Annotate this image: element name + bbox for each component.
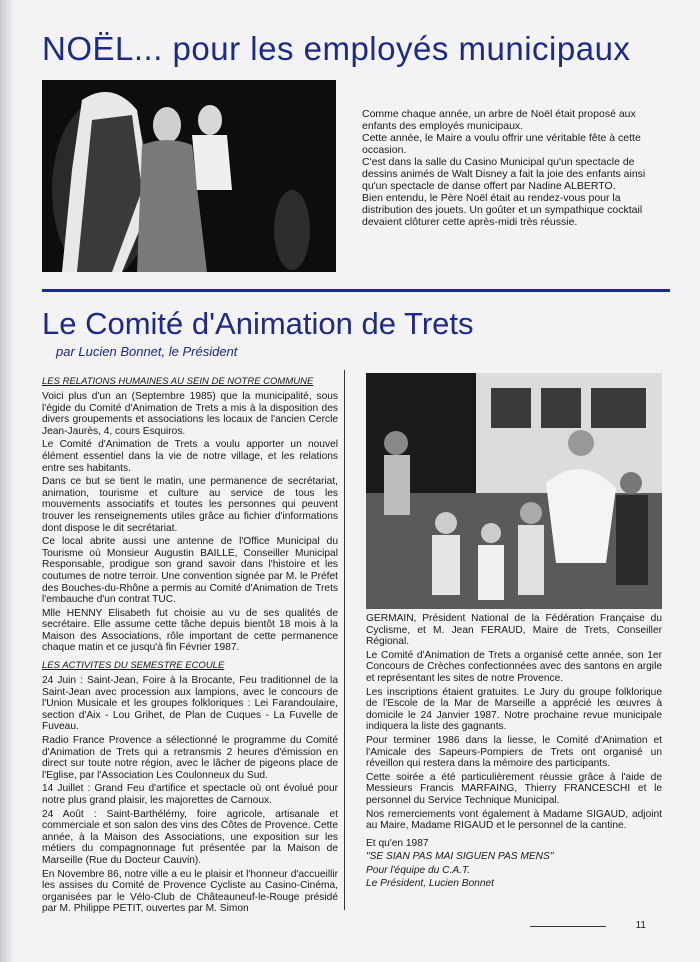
section-heading: LES RELATIONS HUMAINES AU SEIN DE NOTRE COMMUNE [42, 376, 314, 387]
article-paragraph: Radio France Provence a sélectionné le programme du Comité d'Animation de Trets qui a retransmis 2 heures d'émission en direct sur toute notre région, avec le lâcher de pigeons place de l'Eglise, par l'Association Les Coulonneux du Sud. [42, 735, 338, 781]
signature-line: Le Président, Lucien Bonnet [366, 878, 495, 890]
parade-photo [366, 373, 662, 609]
article-paragraph: Voici plus d'un an (Septembre 1985) que la municipalité, sous l'égide du Comité d'Animation de Trets a mis à la disposition des divers groupements et associations les locaux de l'ancien Cercle Jean-Jaurès, 4, cours Esquiros. [42, 391, 338, 437]
page-number-rule [530, 926, 606, 927]
noel-paragraph: C'est dans la salle du Casino Municipal qu'un spectacle de dessins animés de Walt Disney a fait la joie des enfants ainsi qu'un spectacle de danse offert par Nadine ALBERTO. [362, 156, 646, 192]
santa-photo [42, 80, 336, 272]
page-gutter-shadow [0, 0, 14, 962]
signature-line: Pour l'équipe du C.A.T. [366, 864, 471, 876]
article-paragraph: Pour terminer 1986 dans la liesse, le Comité d'Animation et l'Amicale des Sapeurs-Pompiers de Trets ont organisé un réveillon qui restera dans la mémoire des participants. [366, 734, 662, 770]
noel-text-block [362, 108, 666, 228]
article-paragraph: Le Comité d'Animation de Trets a organisé cette année, son 1er Concours de Crèches confectionnées avec des santons en argile et représentant les sites de notre Provence. [366, 649, 662, 684]
section-heading: LES ACTIVITES DU SEMESTRE ECOULE [42, 660, 225, 672]
article-paragraph: 14 Juillet : Grand Feu d'artifice et spectacle où ont évolué pour notre plus grand plaisir, les majorettes de Carnoux. [42, 783, 338, 806]
article-paragraph: Ce local abrite aussi une antenne de l'Office Municipal du Tourisme où Monsieur Augustin BAILLE, Conseiller Municipal Responsable, prodigue son grand savoir dans l'histoire et les coutumes de notre terroir. Une convention signée par M. le Préfet des Bouches-du-Rhône a permis au Comité d'Animation de Trets l'embauche d'un contrat TUC. [42, 536, 338, 606]
article-paragraph: En Novembre 86, notre ville a eu le plaisir et l'honneur d'accueillir les assises du Comité de Provence Cycliste au Casino-Cinéma, organisées par le Vélo-Club de Châteauneuf-le-Rouge présidé par M. Philippe PETIT, ouvertes par M. Simon [42, 868, 338, 915]
noel-paragraph: Cette année, le Maire a voulu offrir une véritable fête à cette occasion. [362, 132, 641, 156]
article-paragraph: 24 Août : Saint-Barthélémy, foire agricole, artisanale et commerciale et son salon des vins des Côtes de Provence. Cette année, à la Maison des Associations, une exposition sur les métiers du compagnonnage fut présentée par la Maison de Marseille (Rue du Docteur Cauvin). [42, 808, 338, 866]
provencal-motto: "SE SIAN PAS MAI SIGUEN PAS MENS" [366, 851, 554, 863]
noel-paragraph: Comme chaque année, un arbre de Noël était proposé aux enfants des employés municipaux. [362, 108, 636, 132]
article-paragraph: Dans ce but se tient le matin, une permanence de secrétariat, animation, tourisme et culture au service de tous les mouvements associatifs et toutes les personnes qui peuvent trouver les renseignements utiles grâce au fichier d'informations dont dispose le dit secrétariat. [42, 476, 338, 534]
article-paragraph: Et qu'en 1987 [366, 837, 429, 849]
article-title: Le Comité d'Animation de Trets [42, 306, 474, 341]
article-right-column [366, 613, 662, 892]
section-divider [42, 289, 670, 292]
article-byline: par Lucien Bonnet, le Président [56, 344, 238, 359]
article-paragraph: GERMAIN, Président National de la Fédération Française du Cyclisme, et M. Jean FERAUD, Maire de Trets, Conseiller Régional. [366, 613, 662, 648]
article-paragraph: Mlle HENNY Elisabeth fut choisie au vu de ses qualités de secrétaire. Elle assume cette tâche depuis bientôt 18 mois à la Maison des Associations, rôle important de cette permanence chaque matin et ce jusqu'à fin Février 1987. [42, 607, 338, 654]
article-paragraph: Cette soirée a été particulièrement réussie grâce à l'aide de Messieurs Francis MARFAING, Thierry FRANCESCHI et le personnel du Service Technique Municipal. [366, 771, 662, 806]
article-paragraph: Les inscriptions étaient gratuites. Le Jury du groupe folklorique de l'Escole de la Mar de Marseille a apprécié les œuvres à domicile le 24 Janvier 1987. Notre prochaine revue municipale indiquera la liste des gagnants. [366, 686, 662, 733]
article-paragraph: Nos remerciements vont également à Madame SIGAUD, adjoint au Maire, Madame RIGAUD et le personnel de la cantine. [366, 808, 662, 832]
article-paragraph: Le Comité d'Animation de Trets a voulu apporter un nouvel élément essentiel dans la vie de notre village, et les relations entre ses habitants. [42, 439, 338, 474]
article-left-column [42, 370, 345, 915]
page-number: 11 [635, 920, 646, 931]
noel-paragraph: Bien entendu, le Père Noël était au rendez-vous pour la distribution des jouets. Un goûter et un sympathique cocktail devaient clôturer cette après-midi très réussie. [362, 192, 643, 228]
article-paragraph: 24 Juin : Saint-Jean, Foire à la Brocante, Feu traditionnel de la Saint-Jean avec procession aux lampions, avec le concours de l'Union Musicale et les groupes folkloriques : Lei Farandoulaire, section d'Aix - Lou Grihet, de Plan de Cuques - La Fuvelle de Fuveau. [42, 675, 338, 733]
noel-headline: NOËL... pour les employés municipaux [42, 30, 631, 67]
